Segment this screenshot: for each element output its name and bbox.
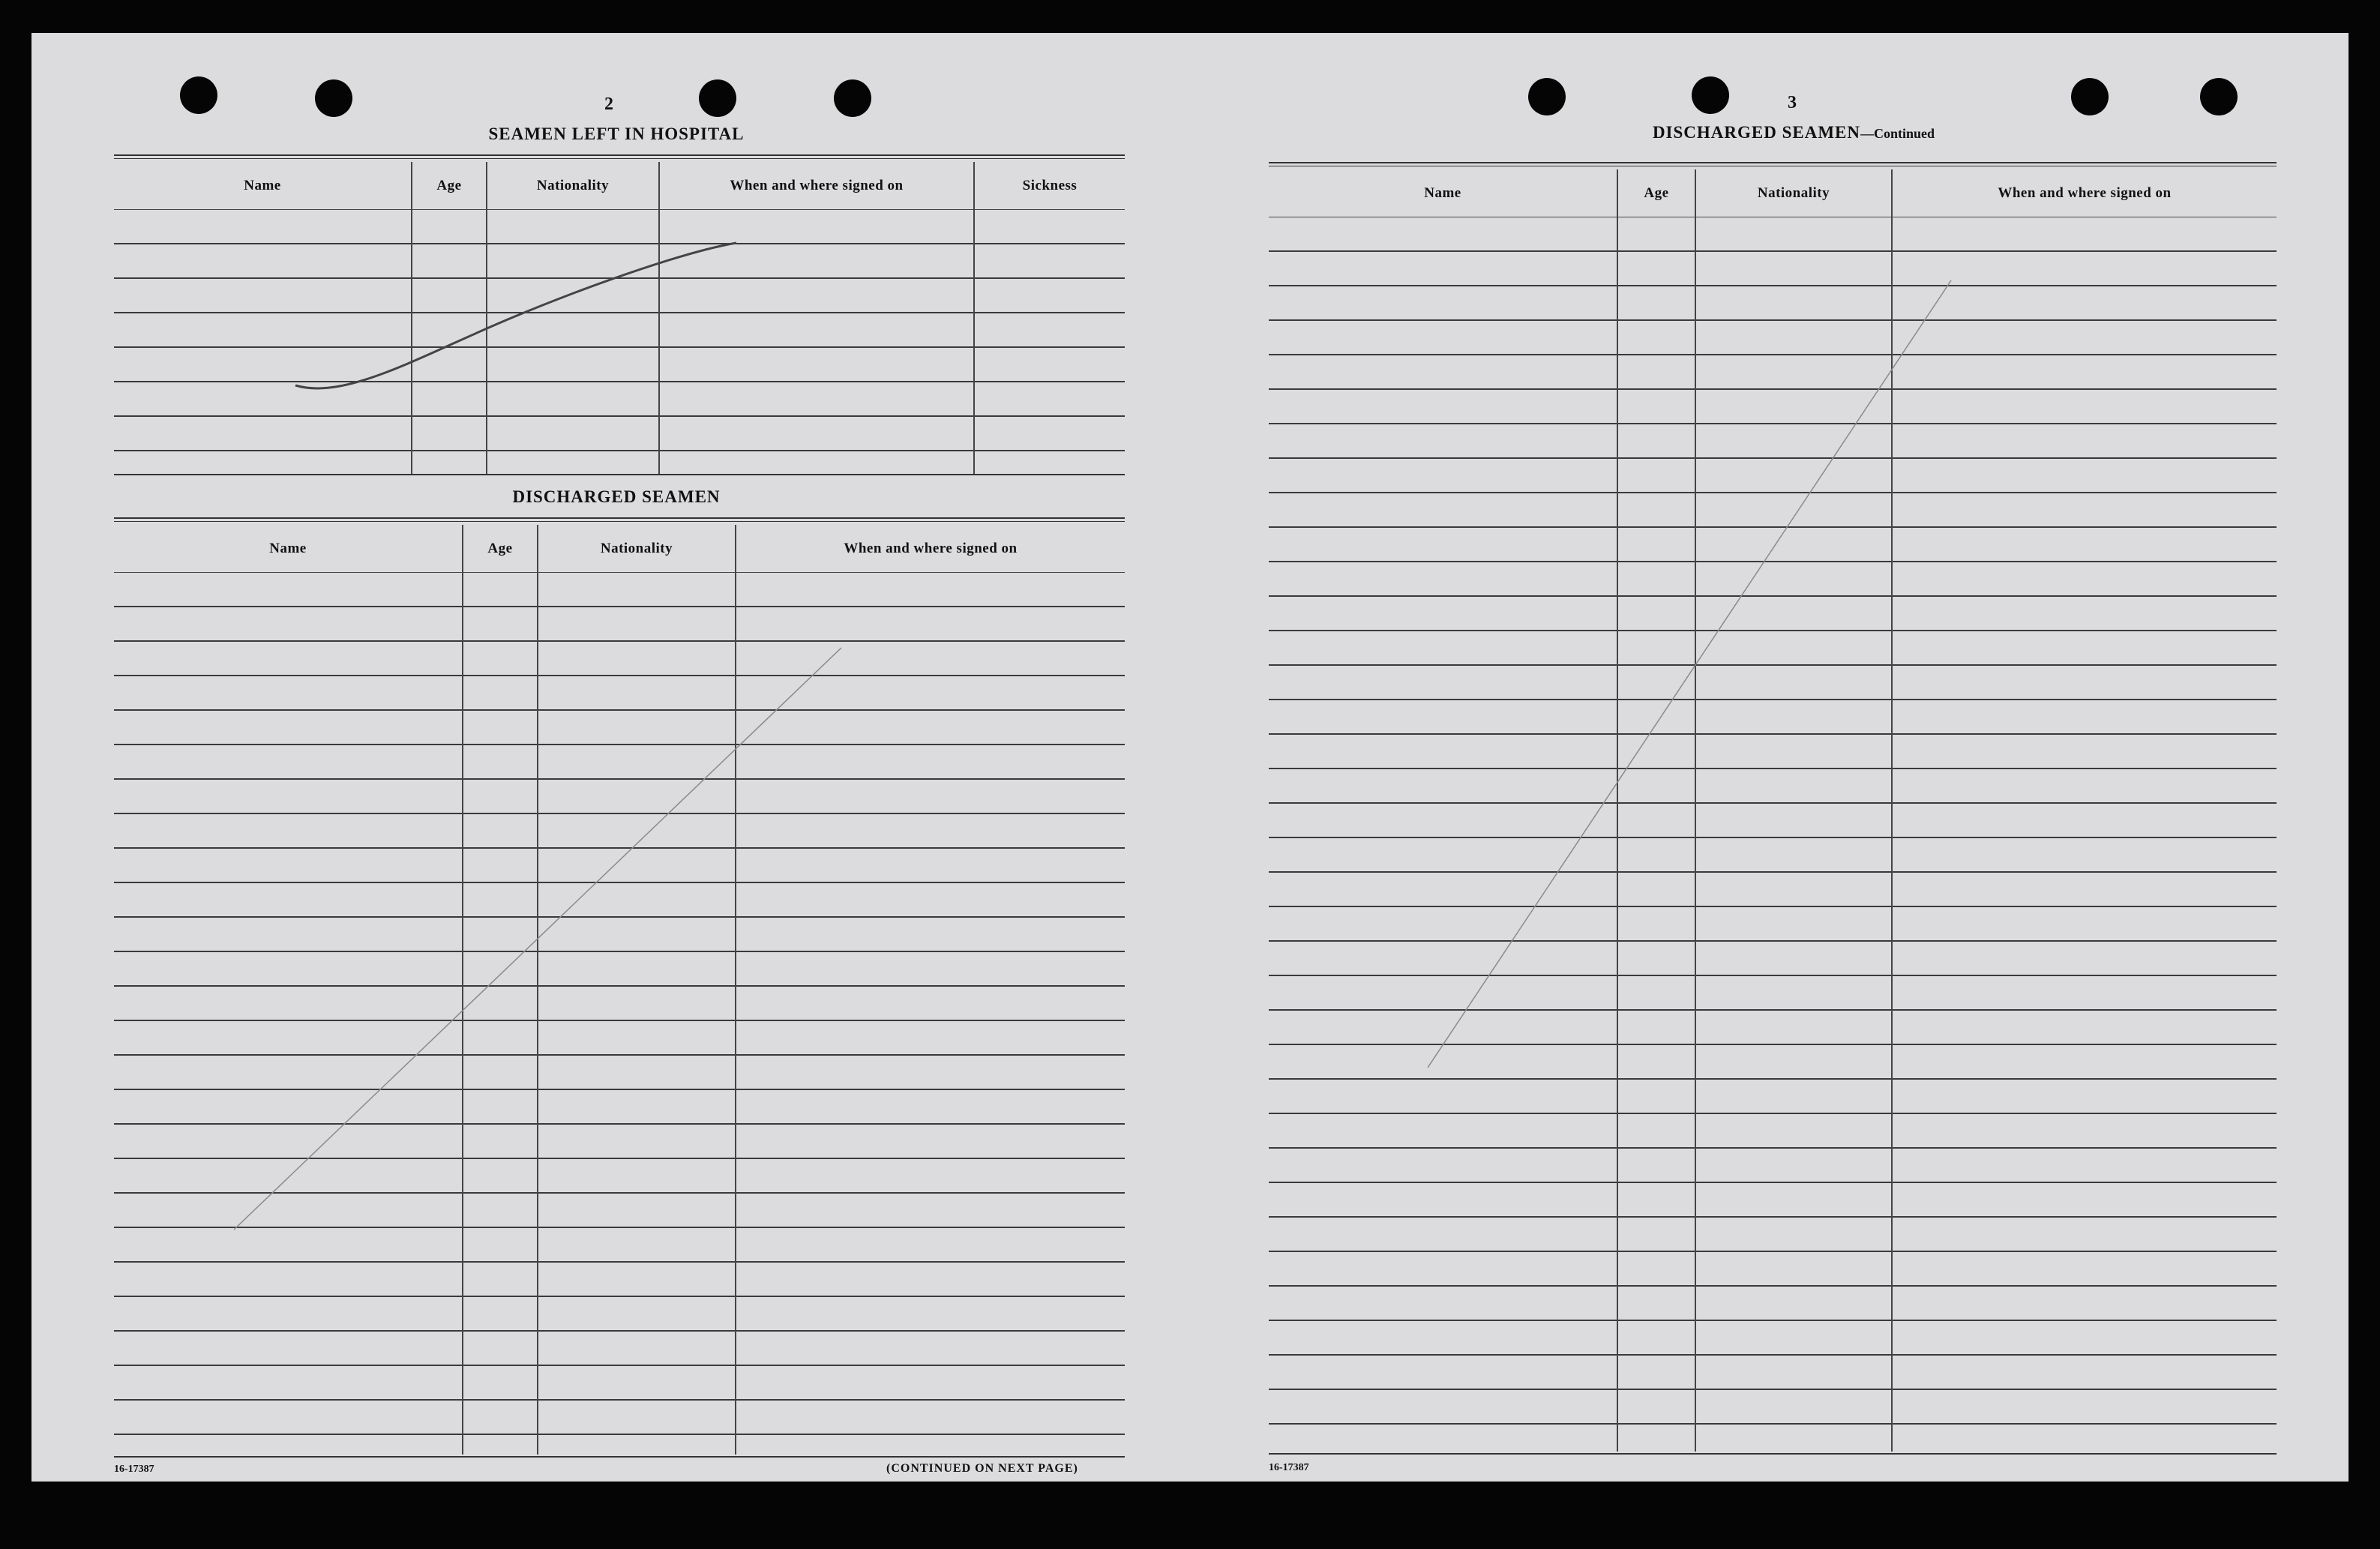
column-header: When and where signed on bbox=[736, 525, 1125, 573]
column-header: Sickness bbox=[975, 162, 1125, 210]
bottom-rule bbox=[1269, 1453, 2277, 1455]
discharged-section-title: DISCHARGED SEAMEN bbox=[512, 487, 721, 506]
entry-lines bbox=[1618, 217, 1695, 1452]
column-header: Name bbox=[114, 525, 462, 573]
column-sickness bbox=[975, 162, 1125, 474]
left-page bbox=[114, 33, 1158, 1482]
column-name bbox=[1269, 169, 1618, 1452]
discharged-continued-title bbox=[1554, 123, 2034, 142]
column-nationality bbox=[487, 162, 660, 474]
header-rule bbox=[1269, 162, 2277, 166]
column-signed-on bbox=[736, 525, 1125, 1455]
column-header: Name bbox=[114, 162, 411, 210]
entry-lines bbox=[1893, 217, 2277, 1452]
column-signed-on bbox=[1893, 169, 2277, 1452]
continued-note: (CONTINUED ON NEXT PAGE) bbox=[886, 1462, 1078, 1475]
entry-lines bbox=[114, 210, 411, 474]
entry-lines bbox=[736, 573, 1125, 1455]
section-title-text: DISCHARGED SEAMEN bbox=[1652, 123, 1861, 142]
entry-lines bbox=[1269, 217, 1617, 1452]
entry-lines bbox=[1696, 217, 1891, 1452]
column-header: When and where signed on bbox=[1893, 169, 2277, 217]
column-header: Age bbox=[412, 162, 486, 210]
bottom-rule bbox=[114, 1456, 1125, 1458]
column-header: Name bbox=[1269, 169, 1617, 217]
column-header: Age bbox=[463, 525, 537, 573]
section-divider bbox=[114, 474, 1125, 475]
entry-lines bbox=[114, 573, 462, 1455]
page-number: 2 bbox=[604, 94, 613, 114]
entry-lines bbox=[538, 573, 735, 1455]
hospital-table bbox=[114, 162, 1125, 474]
header-rule bbox=[114, 154, 1125, 159]
form-sheet bbox=[31, 33, 2349, 1482]
form-number: 16-17387 bbox=[1269, 1462, 1309, 1473]
entry-lines bbox=[660, 210, 973, 474]
column-header: Nationality bbox=[538, 525, 735, 573]
column-age bbox=[412, 162, 487, 474]
column-name bbox=[114, 525, 463, 1455]
column-header: Nationality bbox=[487, 162, 658, 210]
entry-lines bbox=[487, 210, 658, 474]
hospital-section-title: SEAMEN LEFT IN HOSPITAL bbox=[488, 124, 745, 143]
column-age bbox=[1618, 169, 1696, 1452]
right-page bbox=[1269, 33, 2313, 1482]
header-rule bbox=[114, 517, 1125, 522]
entry-lines bbox=[975, 210, 1125, 474]
column-header: When and where signed on bbox=[660, 162, 973, 210]
column-age bbox=[463, 525, 538, 1455]
discharged-table bbox=[114, 525, 1125, 1455]
entry-lines bbox=[412, 210, 486, 474]
column-header: Age bbox=[1618, 169, 1695, 217]
page-number: 3 bbox=[1788, 93, 1797, 112]
column-nationality bbox=[1696, 169, 1893, 1452]
form-number: 16-17387 bbox=[114, 1464, 154, 1475]
column-name bbox=[114, 162, 412, 474]
section-title-suffix: —Continued bbox=[1860, 126, 1935, 141]
entry-lines bbox=[463, 573, 537, 1455]
column-signed-on bbox=[660, 162, 975, 474]
discharged-continued-table bbox=[1269, 169, 2277, 1452]
column-header: Nationality bbox=[1696, 169, 1891, 217]
column-nationality bbox=[538, 525, 736, 1455]
